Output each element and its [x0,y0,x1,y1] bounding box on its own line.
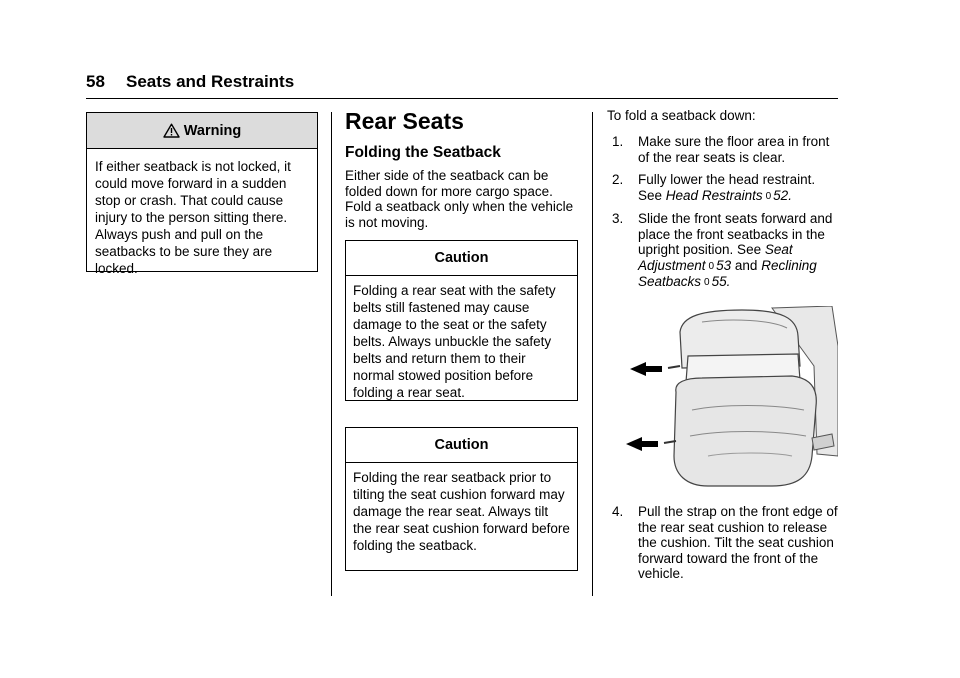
step-list [612,504,840,589]
list-item [612,211,840,291]
page-reference: 53 [716,257,732,273]
step-text: Pull the strap on the front edge of the rear seat cushion to release the cushion. Tilt the seat cushion forward toward the front of the vehicle. [638,504,838,581]
caution-text: Folding a rear seat with the safety belts still fastened may cause damage to the seat or the safety belts. Always unbuckle the safety belts and return them to their normal stowed position before folding a rear seat. [353,283,556,400]
subsection-heading: Folding the Seatback [345,144,501,161]
page-number: 58 [86,72,105,91]
page-ref-icon: 0 [708,260,715,272]
warning-title: Warning [183,122,242,139]
reference-link[interactable]: Reclining Seatbacks [638,257,817,289]
warning-triangle-icon [163,123,180,138]
rear-seat-illustration [622,306,838,492]
fold-intro: To fold a seatback down: [607,108,756,123]
section-heading: Rear Seats [345,108,464,134]
column-divider-right [592,112,593,596]
step-number: 3. [612,211,624,226]
reference-link[interactable]: Seat Adjustment [638,242,793,273]
list-item [612,134,840,165]
caution-title: Caution [346,241,577,276]
header-rule [86,98,838,99]
page-ref-icon: 0 [704,277,710,288]
warning-text: If either seatback is not locked, it could move forward in a sudden stop or crash. That could cause injury to the person sitting there. Always push and pull on the seatbacks to be sure they are locked. [95,159,291,276]
page-ref-icon: 0 [765,190,772,202]
step-text: Slide the front seats forward and place the front seatbacks in the upright position. See [638,211,833,257]
step-number: 4. [612,504,624,519]
list-item [612,172,840,204]
caution-text: Folding the rear seatback prior to tilting the seat cushion forward may damage the rear seat. Always tilt the rear seat cushion forward before folding the seatback. [353,470,570,553]
step-number: 1. [612,134,624,149]
caution-box [345,427,578,571]
step-list [612,134,840,298]
step-end: . [788,187,792,203]
warning-header [87,113,317,149]
step-number: 2. [612,172,624,187]
page-reference: 55 [711,274,727,289]
caution-title: Caution [346,428,577,463]
caution-box [345,240,578,401]
section-title: Seats and Restraints [126,72,295,91]
step-text: Fully lower the head restraint. See [638,172,816,203]
page-header [86,72,838,92]
intro-paragraph: Either side of the seatback can be folded down for more cargo space. Fold a seatback only when the vehicle is not moving. [345,168,574,230]
step-text-wrapper [638,211,840,291]
warning-box [86,112,318,276]
step-text: Make sure the floor area in front of the rear seats is clear. [638,134,830,165]
list-item [612,504,840,582]
reference-link[interactable]: Head Restraints [665,187,763,203]
column-divider-left [331,112,332,596]
page-reference: 52 [773,187,789,203]
step-conjunction: and [734,257,758,273]
step-text-wrapper [638,172,840,204]
step-end: . [726,274,731,289]
